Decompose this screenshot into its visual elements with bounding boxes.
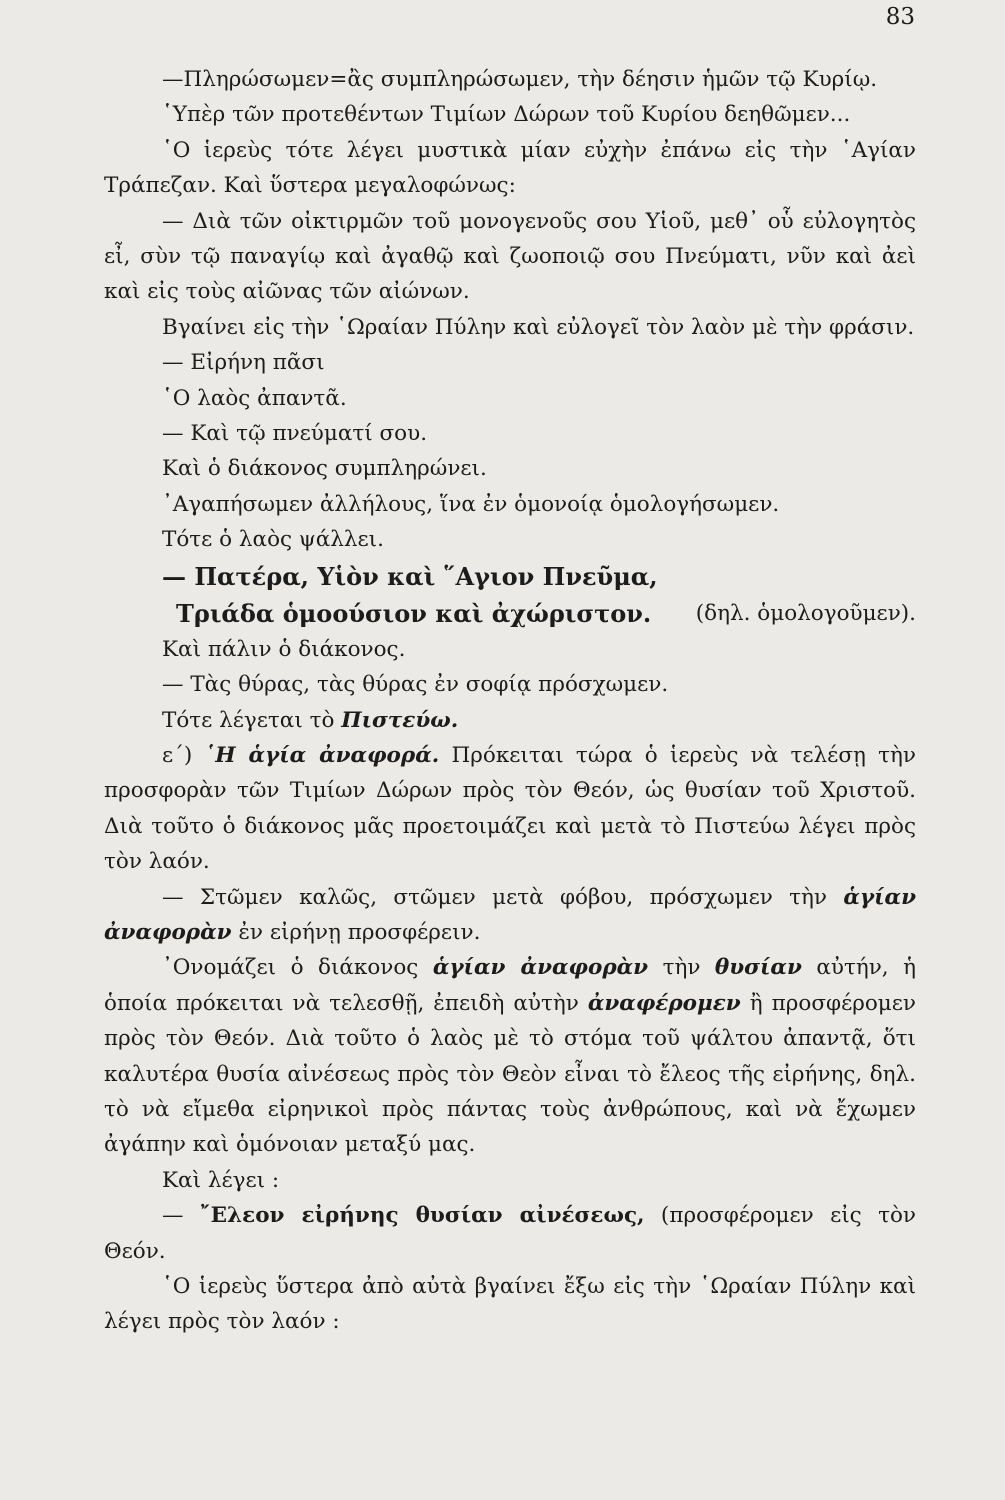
body-text <box>104 62 916 1340</box>
line-laos-apanta: ῾Ο λαὸς ἀπαντᾶ. <box>162 385 347 411</box>
stomen-text-2: ἐν εἰρήνῃ προσφέρειν. <box>231 919 481 945</box>
stomen-text-1: — Στῶμεν καλῶς, στῶμεν μετὰ φόβου, πρόσχωμεν τὴν <box>162 884 844 910</box>
line-tote-laos-psallei: Τότε ὁ λαὸς ψάλλει. <box>162 527 384 553</box>
hymn-line-2-note: (δηλ. ὁμολογοῦμεν). <box>695 600 916 626</box>
paragraph-hiereus-hystera: ῾Ο ἱερεὺς ὕστερα ἀπὸ αὐτὰ βγαίνει ἔξω εἰς τὴν ῾Ωραίαν Πύλην καὶ λέγει πρὸς τὸν λαόν : <box>104 1274 916 1335</box>
paragraph-stomen-kalos <box>104 880 916 951</box>
line-agapesomen: ᾽Αγαπήσωμεν ἀλλήλους, ἵνα ἐν ὁμονοίᾳ ὁμολογήσωμεν. <box>162 491 780 517</box>
paragraph-vgainei: Βγαίνει εἰς τὴν ῾Ωραίαν Πύλην καὶ εὐλογεῖ τὸν λαὸν μὲ τὴν φράσιν. <box>162 314 915 340</box>
onomazei-text-1: ᾽Ονομάζει ὁ διάκονος <box>162 955 433 981</box>
line-tas-thyras: — Τὰς θύρας, τὰς θύρας ἐν σοφίᾳ πρόσχωμεν. <box>162 672 669 698</box>
section-title: ῾Η ἁγία ἀναφορά. <box>204 742 440 768</box>
onomazei-text-3: αὐτήν, ἡ ὁποία πρόκειται νὰ τελεσθῇ, ἐπειδὴ αὐτὴν <box>104 955 916 1016</box>
paragraph-eleon-eirenes <box>104 1198 916 1269</box>
paragraph-dia-ton-oiktirmon: — Διὰ τῶν οἰκτιρμῶν τοῦ μονογενοῦς σου Υἱοῦ, μεθ᾽ οὗ εὐλογητὸς εἶ, σὺν τῷ παναγίῳ καὶ ἀγαθῷ καὶ ζωοποιῷ σου Πνεύματι, νῦν καὶ ἀεὶ καὶ εἰς τοὺς αἰῶνας τῶν αἰώνων. <box>104 208 916 305</box>
paragraph-hyper-ton: ῾Υπὲρ τῶν προτεθέντων Τιμίων Δώρων τοῦ Κυρίου δεηθῶμεν... <box>162 102 851 128</box>
paragraph-hagia-anaphora <box>104 738 916 880</box>
page-number: 83 <box>885 4 915 30</box>
section-marker: ε΄) <box>162 742 205 768</box>
line-palin-diakonos: Καὶ πάλιν ὁ διάκονος. <box>162 636 406 662</box>
line-kai-to-pneumati: — Καὶ τῷ πνεύματί σου. <box>162 421 428 447</box>
onomazei-text-2: τὴν <box>648 955 715 981</box>
eleon-dash: — <box>162 1203 200 1229</box>
line-pisteuo-lead: Τότε λέγεται τὸ <box>162 707 342 733</box>
onomazei-emphasis-2: θυσίαν <box>714 955 802 981</box>
paragraph-hiereus-mystika: ῾Ο ἱερεὺς τότε λέγει μυστικὰ μίαν εὐχὴν ἐπάνω εἰς τὴν ῾Αγίαν Τράπεζαν. Καὶ ὕστερα μεγαλοφώνως: <box>104 137 916 199</box>
onomazei-emphasis-1: ἁγίαν ἀναφορὰν <box>432 955 649 981</box>
section-text: Πρόκειται τώρα ὁ ἱερεὺς νὰ τελέσῃ τὴν προσφορὰν τῶν Τιμίων Δώρων πρὸς τὸν Θεόν, ὡς θυσίαν τοῦ Χριστοῦ. Διὰ τοῦτο ὁ διάκονος μᾶς προετοιμάζει καὶ μετὰ τὸ Πιστεύω λέγει πρὸς τὸν λαόν. <box>104 742 916 875</box>
hymn-line-2-text: Τριάδα ὁμοούσιον καὶ ἀχώριστον. <box>176 598 652 628</box>
line-kai-legei: Καὶ λέγει : <box>162 1167 280 1193</box>
pisteuo-title: Πιστεύω. <box>341 707 459 733</box>
line-eirene-pasi: — Εἰρήνη πᾶσι <box>162 350 325 376</box>
hymn-line-1: — Πατέρα, Υἱὸν καὶ ῞Αγιον Πνεῦμα, <box>162 561 658 591</box>
stomen-emphasis: ἁγίαν ἀναφορὰν <box>104 884 916 945</box>
paragraph-plerosomen: —Πληρώσωμεν=ἂς συμπληρώσωμεν, τὴν δέησιν ἡμῶν τῷ Κυρίῳ. <box>162 67 878 92</box>
onomazei-text-4: ἢ προσφέρομεν πρὸς τὸν Θεόν. Διὰ τοῦτο ὁ λαὸς μὲ τὸ στόμα τοῦ ψάλτου ἀπαντᾷ, ὅτι καλυτέρα θυσία αἰνέσεως πρὸς τὸν Θεὸν εἶναι τὸ ἔλεος τῆς εἰρήνης, δηλ. τὸ νὰ εἴμεθα εἰρηνικοὶ πρὸς πάντας τοὺς ἀνθρώπους, καὶ νὰ ἔχωμεν ἀγάπην καὶ ὁμόνοιαν μεταξύ μας. <box>104 990 916 1158</box>
eleon-title: ῎Ελεον εἰρήνης θυσίαν αἰνέσεως, <box>199 1203 645 1229</box>
line-diakonos-sympleronei: Καὶ ὁ διάκονος συμπληρώνει. <box>162 456 487 482</box>
line-pisteuo <box>104 703 916 738</box>
paragraph-onomazei <box>104 950 916 1162</box>
eleon-text: (προσφέρομεν εἰς τὸν Θεόν. <box>104 1203 916 1264</box>
onomazei-emphasis-3: ἀναφέρομεν <box>587 990 741 1016</box>
hymn-line-2 <box>176 595 916 632</box>
